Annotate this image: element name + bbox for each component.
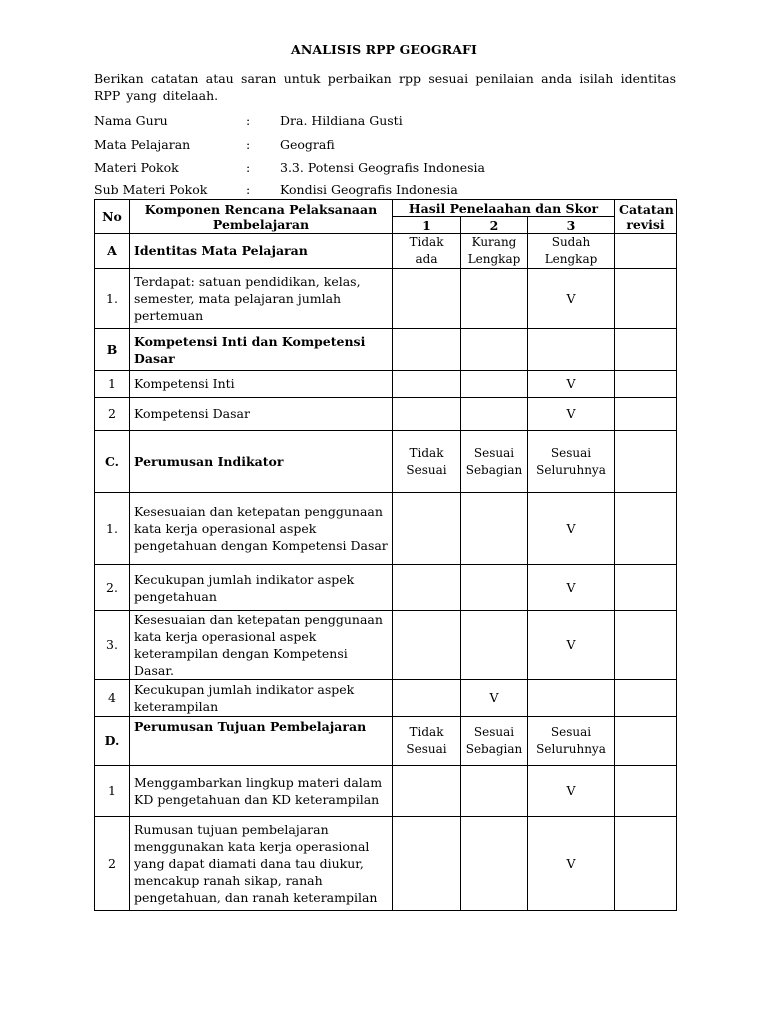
scale-label: Tidak Sesuai (393, 431, 461, 493)
row-text: Kesesuaian dan ketepatan penggunaan kata kerja operasional aspek pengetahuan dengan Kompetensi Dasar (130, 493, 393, 565)
score-cell-3 (528, 329, 615, 371)
score-cell-1 (393, 398, 461, 431)
catatan-cell (615, 565, 677, 611)
section-title: Identitas Mata Pelajaran (130, 234, 393, 269)
score-cell-1 (393, 817, 461, 911)
score-cell-2: V (461, 680, 528, 717)
table-row-b1 (95, 371, 677, 398)
identity-separator: : (246, 113, 251, 128)
catatan-cell (615, 329, 677, 371)
catatan-cell (615, 371, 677, 398)
header-komponen: Komponen Rencana Pelaksanaan Pembelajaran (130, 200, 393, 234)
scale-label: Sudah Lengkap (528, 234, 615, 269)
table-row-b2 (95, 398, 677, 431)
catatan-cell (615, 680, 677, 717)
scale-label: Kurang Lengkap (461, 234, 528, 269)
table-row-a1 (95, 269, 677, 329)
score-cell-3: V (528, 565, 615, 611)
table-row-c3 (95, 611, 677, 680)
identity-label: Sub Materi Pokok (94, 182, 208, 197)
row-no: 4 (95, 680, 130, 717)
identity-separator: : (246, 160, 251, 175)
row-no: 3. (95, 611, 130, 680)
score-cell-2 (461, 493, 528, 565)
section-no: B (95, 329, 130, 371)
score-cell-2 (461, 329, 528, 371)
score-cell-1 (393, 611, 461, 680)
scale-label: Sesuai Seluruhnya (528, 431, 615, 493)
intro-text: Berikan catatan atau saran untuk perbaikan rpp sesuai penilaian anda isilah identitas RPP yang ditelaah. (94, 71, 676, 103)
table-row-c4 (95, 680, 677, 717)
scale-label: Tidak Sesuai (393, 717, 461, 766)
section-title: Kompetensi Inti dan Kompetensi Dasar (130, 329, 393, 371)
section-row-d (95, 717, 677, 766)
score-cell-3: V (528, 371, 615, 398)
catatan-cell (615, 611, 677, 680)
section-row-a (95, 234, 677, 269)
identity-value: Geografi (280, 137, 335, 152)
row-text: Rumusan tujuan pembelajaran menggunakan kata kerja operasional yang dapat diamati dana tau diukur, mencakup ranah sikap, ranah pengetahuan, dan ranah keterampilan (130, 817, 393, 911)
section-no: D. (95, 717, 130, 766)
section-title: Perumusan Tujuan Pembelajaran (130, 717, 393, 766)
row-no: 1 (95, 371, 130, 398)
score-cell-3: V (528, 398, 615, 431)
table-row-d2 (95, 817, 677, 911)
section-no: C. (95, 431, 130, 493)
row-no: 1 (95, 766, 130, 817)
score-cell-3: V (528, 817, 615, 911)
row-text: Kompetensi Dasar (130, 398, 393, 431)
identity-separator: : (246, 182, 251, 197)
scale-label: Sesuai Seluruhnya (528, 717, 615, 766)
score-cell-2 (461, 817, 528, 911)
score-cell-3: V (528, 269, 615, 329)
score-cell-1 (393, 680, 461, 717)
section-row-b (95, 329, 677, 371)
catatan-cell (615, 717, 677, 766)
row-text: Kesesuaian dan ketepatan penggunaan kata kerja operasional aspek keterampilan dengan Kompetensi Dasar. (130, 611, 393, 680)
catatan-cell (615, 431, 677, 493)
row-text: Menggambarkan lingkup materi dalam KD pengetahuan dan KD keterampilan (130, 766, 393, 817)
row-text: Kompetensi Inti (130, 371, 393, 398)
score-cell-2 (461, 371, 528, 398)
section-row-c (95, 431, 677, 493)
header-score-3: 3 (528, 217, 615, 234)
score-cell-1 (393, 269, 461, 329)
score-cell-3: V (528, 766, 615, 817)
header-score-2: 2 (461, 217, 528, 234)
identity-value: Dra. Hildiana Gusti (280, 113, 403, 128)
header-score-1: 1 (393, 217, 461, 234)
scale-label: Sesuai Sebagian (461, 717, 528, 766)
score-cell-1 (393, 766, 461, 817)
row-text: Terdapat: satuan pendidikan, kelas, semester, mata pelajaran jumlah pertemuan (130, 269, 393, 329)
row-no: 2. (95, 565, 130, 611)
score-cell-2 (461, 269, 528, 329)
identity-value: Kondisi Geografis Indonesia (280, 182, 458, 197)
row-text: Kecukupan jumlah indikator aspek pengetahuan (130, 565, 393, 611)
table-row-c2 (95, 565, 677, 611)
score-cell-1 (393, 371, 461, 398)
score-cell-1 (393, 565, 461, 611)
catatan-cell (615, 766, 677, 817)
rpp-analysis-table (94, 199, 677, 911)
catatan-cell (615, 269, 677, 329)
table-row-c1 (95, 493, 677, 565)
identity-value: 3.3. Potensi Geografis Indonesia (280, 160, 486, 175)
scale-label: Tidak ada (393, 234, 461, 269)
catatan-cell (615, 398, 677, 431)
table-row-d1 (95, 766, 677, 817)
document-title: ANALISIS RPP GEOGRAFI (291, 42, 477, 57)
header-no: No (95, 200, 130, 234)
row-no: 1. (95, 493, 130, 565)
catatan-cell (615, 817, 677, 911)
score-cell-3: V (528, 611, 615, 680)
catatan-cell (615, 493, 677, 565)
row-no: 1. (95, 269, 130, 329)
catatan-cell (615, 234, 677, 269)
score-cell-2 (461, 565, 528, 611)
row-no: 2 (95, 398, 130, 431)
scale-label: Sesuai Sebagian (461, 431, 528, 493)
identity-separator: : (246, 137, 251, 152)
score-cell-2 (461, 611, 528, 680)
section-title: Perumusan Indikator (130, 431, 393, 493)
table-header-row (95, 200, 677, 217)
row-text: Kecukupan jumlah indikator aspek keterampilan (130, 680, 393, 717)
section-no: A (95, 234, 130, 269)
score-cell-2 (461, 766, 528, 817)
identity-label: Mata Pelajaran (94, 137, 191, 152)
identity-label: Materi Pokok (94, 160, 179, 175)
score-cell-3: V (528, 493, 615, 565)
score-cell-2 (461, 398, 528, 431)
score-cell-1 (393, 329, 461, 371)
score-cell-1 (393, 493, 461, 565)
identity-label: Nama Guru (94, 113, 168, 128)
header-hasil: Hasil Penelaahan dan Skor (393, 200, 615, 217)
header-catatan: Catatan revisi (615, 200, 677, 234)
score-cell-3 (528, 680, 615, 717)
row-no: 2 (95, 817, 130, 911)
